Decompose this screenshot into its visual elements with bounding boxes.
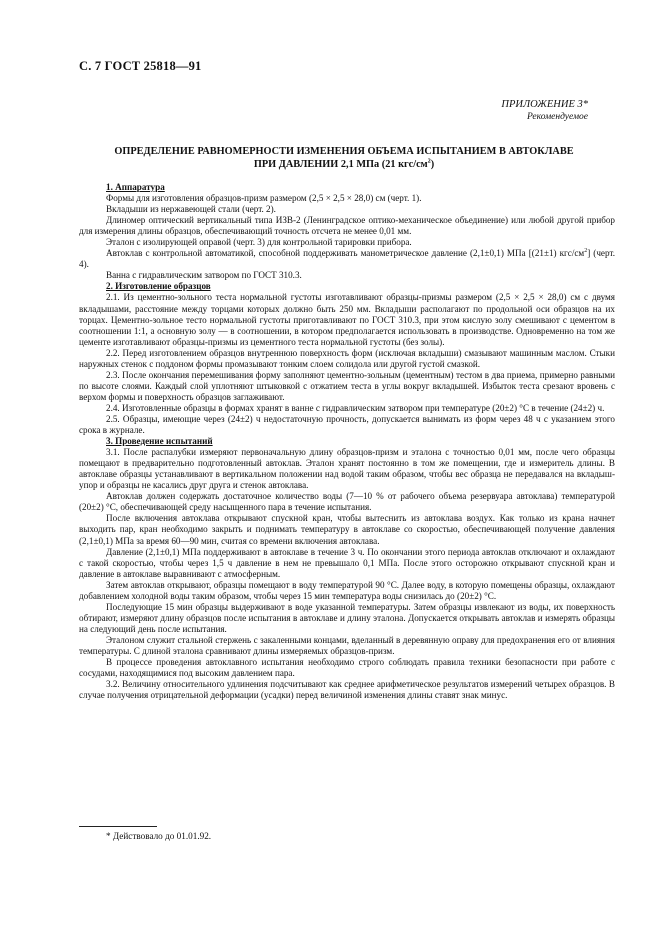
body-paragraph xyxy=(79,679,615,701)
paragraph-text: Формы для изготовления образцов-призм размером (2,5 × 2,5 × 28,0) см (черт. 1). xyxy=(106,193,422,204)
title-line-2-sup: 2 xyxy=(427,158,431,165)
document-title xyxy=(79,146,609,171)
section-heading-text: 3. Проведение испытаний xyxy=(106,436,213,447)
paragraph-text: После включения автоклава открывают спускной кран, чтобы вытеснить из автоклава воздух. Как только из крана начнет выходить пар, кран необходимо закрыть и поднимать температуру в автоклаве со скоростью, обеспечивающей получение давления (2,1±0,1) МПа за время 60—90 мин, считая со времени включения автоклава. xyxy=(79,513,615,546)
title-line-2-end: ) xyxy=(430,158,435,170)
paragraph-text: Автоклав с контрольной автоматикой, способной поддерживать манометрическое давление (2,1±0,1) МПа [(21±1) кгс/см xyxy=(106,248,585,259)
paragraph-text: 2.3. После окончания перемешивания форму заполняют цементно-зольным (цементным) тестом в два приема, примерно равными по высоте слоями. Каждый слой уплотняют штыковкой с отжатием теста в углы вокруг вкладышей. Избыток теста срезают вровень с верхом формы и поверхность образцов заглаживают. xyxy=(79,369,615,402)
paragraph-text-tail: ] (черт. 4). xyxy=(79,248,615,270)
paragraph-text: Давление (2,1±0,1) МПа поддерживают в автоклаве в течение 3 ч. По окончании этого периода автоклав отключают и охлаждают с такой скоростью, чтобы через 1,5 ч давление в нем не превышало 0,1 МПа. После этого осторожно открывают спускной кран и давление в автоклаве выравнивают с атмосферным. xyxy=(79,546,615,579)
body-paragraph xyxy=(79,292,615,347)
section-heading-text: 2. Изготовление образцов xyxy=(106,281,211,292)
paragraph-text: 3.2. Величину относительного удлинения подсчитывают как среднее арифметическое результатов измерений четырех образцов. В случае получения отрицательной деформации (усадки) перед величиной изменения длины ставят знак минус. xyxy=(79,679,615,701)
paragraph-text: 3.1. После распалубки измеряют первоначальную длину образцов-призм и эталона с точностью 0,01 мм, после чего образцы помещают в предварительно подготовленный автоклав. Эталон хранят постоянно в том же помещении, где и измеритель длины. В автоклаве образцы устанавливают в вертикальном положении над водой таким образом, чтобы вес образца не передавался на вкладыш-упор и образцы не касались друг друга и стенок автоклава. xyxy=(79,447,615,491)
body-paragraph xyxy=(79,215,615,237)
body-paragraph xyxy=(79,248,615,270)
appendix-label-block xyxy=(501,98,588,124)
paragraph-text: Длиномер оптический вертикальный типа ИЗВ-2 (Ленинградское оптико-механическое объединение) или любой другой прибор для измерения длины образцов, обеспечивающий точность отсчета не менее 0,01 мм. xyxy=(79,215,615,237)
body-paragraph xyxy=(79,204,615,215)
paragraph-text: 2.5. Образцы, имеющие через (24±2) ч недостаточную прочность, допускается вынимать из форм через 48 ч с указанием этого срока в журнале. xyxy=(79,413,615,436)
body-paragraph xyxy=(79,270,615,281)
paragraph-text: 2.2. Перед изготовлением образцов внутреннюю поверхность форм (исключая вкладыши) смазывают машинным маслом. Стыки наружных стенок с поддоном формы промазывают тонким слоем солидола или другой густой смазкой. xyxy=(79,347,615,369)
appendix-status: Рекомендуемое xyxy=(526,112,588,122)
body-paragraph xyxy=(79,635,615,657)
paragraph-text: Вкладыши из нержавеющей стали (черт. 2). xyxy=(106,204,276,215)
body-paragraph xyxy=(79,403,615,414)
paragraph-text: 2.4. Изготовленные образцы в формах хранят в ванне с гидравлическим затвором при температуре (20±2) °С в течение (24±2) ч. xyxy=(106,402,605,413)
body-paragraph xyxy=(79,447,615,491)
section-heading xyxy=(79,436,615,447)
body-paragraph xyxy=(79,237,615,248)
body-paragraph xyxy=(79,602,615,635)
title-line-2-text: ПРИ ДАВЛЕНИИ 2,1 МПа (21 кгс/см xyxy=(253,158,428,170)
title-line-2 xyxy=(79,159,609,172)
body-paragraph xyxy=(79,513,615,546)
body-paragraph xyxy=(79,491,615,513)
paragraph-text: 2.1. Из цементно-зольного теста нормальной густоты изготавливают образцы-призмы размером (2,5 × 2,5 × 28,0) см с двумя вкладышами, расстояние между торцами которых должно быть 250 мм. Вкладыши располагают по продольной оси образцов на их торцах. Цементно-зольное тесто нормальной густоты приготавливают по ГОСТ 310.3, при этом кислую золу смешивают с цементом в соотношении 1:1, а основную золу — в соотношении, в котором предполагается использовать в производстве. Одновременно на том же цементе изготавливают образцы-призмы из цементного теста нормальной густоты (без золы). xyxy=(79,292,615,347)
body-paragraph xyxy=(79,348,615,370)
paragraph-text: Эталоном служит стальной стержень с закаленными концами, вделанный в деревянную оправу для предохранения его от влияния температуры. С длиной эталона сравнивают длины измеряемых образцов-призм. xyxy=(79,634,615,656)
footnote-divider xyxy=(79,826,157,827)
document-body xyxy=(79,182,615,701)
paragraph-text: Автоклав должен содержать достаточное количество воды (7—10 % от рабочего объема резервуара автоклава) температурой (20±2) °С, обеспечивающей среду насыщенного пара в течение испытания. xyxy=(79,491,615,513)
paragraph-text: Затем автоклав открывают, образцы помещают в воду температурой 90 °С. Далее воду, в которую помещены образцы, охлаждают добавлением холодной воды таким образом, чтобы через 15 мин температура воды снизилась до (20±2) °С. xyxy=(79,579,615,601)
paragraph-text: В процессе проведения автоклавного испытания необходимо строго соблюдать правила техники безопасности при работе с сосудами, находящимися под высоким давлением пара. xyxy=(79,657,615,679)
title-line-1: ОПРЕДЕЛЕНИЕ РАВНОМЕРНОСТИ ИЗМЕНЕНИЯ ОБЪЕМА ИСПЫТАНИЕМ В АВТОКЛАВЕ xyxy=(114,146,574,157)
page-header: С. 7 ГОСТ 25818—91 xyxy=(79,59,202,73)
paragraph-superscript: 2 xyxy=(584,248,588,255)
body-paragraph xyxy=(79,414,615,436)
paragraph-text: Ванна с гидравлическим затвором по ГОСТ 310.3. xyxy=(106,270,302,281)
body-paragraph xyxy=(79,580,615,602)
appendix-label: ПРИЛОЖЕНИЕ 3* xyxy=(501,99,588,110)
section-heading xyxy=(79,281,615,292)
body-paragraph xyxy=(79,193,615,204)
paragraph-text: Эталон с изолирующей оправой (черт. 3) для контрольной тарировки прибора. xyxy=(106,237,412,248)
body-paragraph xyxy=(79,547,615,580)
paragraph-text: Последующие 15 мин образцы выдерживают в воде указанной температуры. Затем образцы извлекают из воды, их поверхность обтирают, измеряют длину образцов после испытания в автоклаве и длину эталона. Допускается открывать автоклав и измерять образцы на следующий день после испытания. xyxy=(79,601,615,634)
body-paragraph xyxy=(79,370,615,403)
body-paragraph xyxy=(79,657,615,679)
section-heading-text: 1. Аппаратура xyxy=(106,182,165,192)
section-heading xyxy=(79,182,615,193)
footnote: * Действовало до 01.01.92. xyxy=(106,831,212,841)
